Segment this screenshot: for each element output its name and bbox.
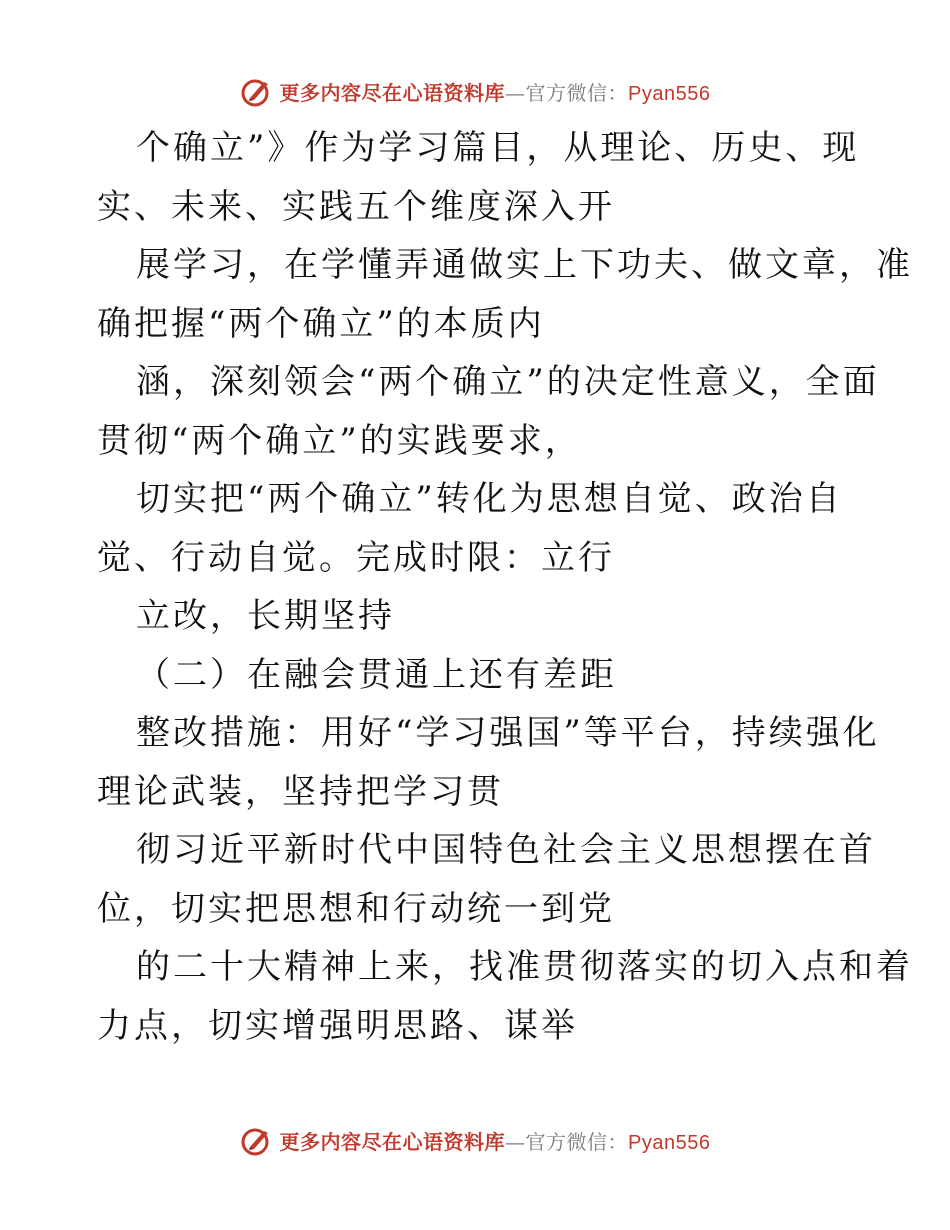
watermark-separator: —官方微信： [505, 80, 629, 105]
watermark-separator: —官方微信： [505, 1129, 629, 1154]
body-line: 展学习，在学懂弄通做实上下功夫、做文章，准 [136, 245, 913, 285]
body-line: 贯彻“两个确立”的实践要求， [97, 420, 582, 461]
body-line: 切实把“两个确立”转化为思想自觉、政治自 [136, 479, 843, 519]
body-line: 位，切实把思想和行动统一到党 [97, 888, 615, 929]
body-line: 涵，深刻领会“两个确立”的决定性意义，全面 [136, 362, 880, 402]
watermark-text [280, 1126, 711, 1155]
body-line: 确把握“两个确立”的本质内 [97, 303, 545, 344]
body-line: 彻习近平新时代中国特色社会主义思想摆在首 [136, 830, 876, 870]
body-line: 立改，长期坚持 [136, 596, 395, 636]
body-line: 实、未来、实践五个维度深入开 [97, 186, 615, 227]
header-watermark [0, 71, 950, 111]
pen-logo-icon [240, 1123, 274, 1157]
watermark-brand: 更多内容尽在心语资料库 [279, 1129, 506, 1154]
body-line: 觉、行动自觉。完成时限：立行 [97, 537, 615, 578]
document-body [97, 119, 913, 1055]
watermark-wechat-id: Pyan556 [628, 1131, 711, 1154]
watermark-text [280, 77, 711, 106]
body-line: 理论武装，坚持把学习贯 [97, 771, 504, 812]
body-line: 的二十大精神上来，找准贯彻落实的切入点和着 [136, 947, 913, 987]
body-line: 个确立”》作为学习篇目，从理论、历史、现 [136, 128, 860, 168]
watermark-brand: 更多内容尽在心语资料库 [279, 80, 506, 105]
footer-watermark [0, 1120, 950, 1160]
section-heading: （二）在融会贯通上还有差距 [136, 654, 617, 695]
body-line: 整改措施：用好“学习强国”等平台，持续强化 [136, 713, 880, 753]
watermark-wechat-id: Pyan556 [628, 82, 711, 105]
body-line: 力点，切实增强明思路、谋举 [97, 1005, 578, 1046]
pen-logo-icon [240, 74, 274, 108]
